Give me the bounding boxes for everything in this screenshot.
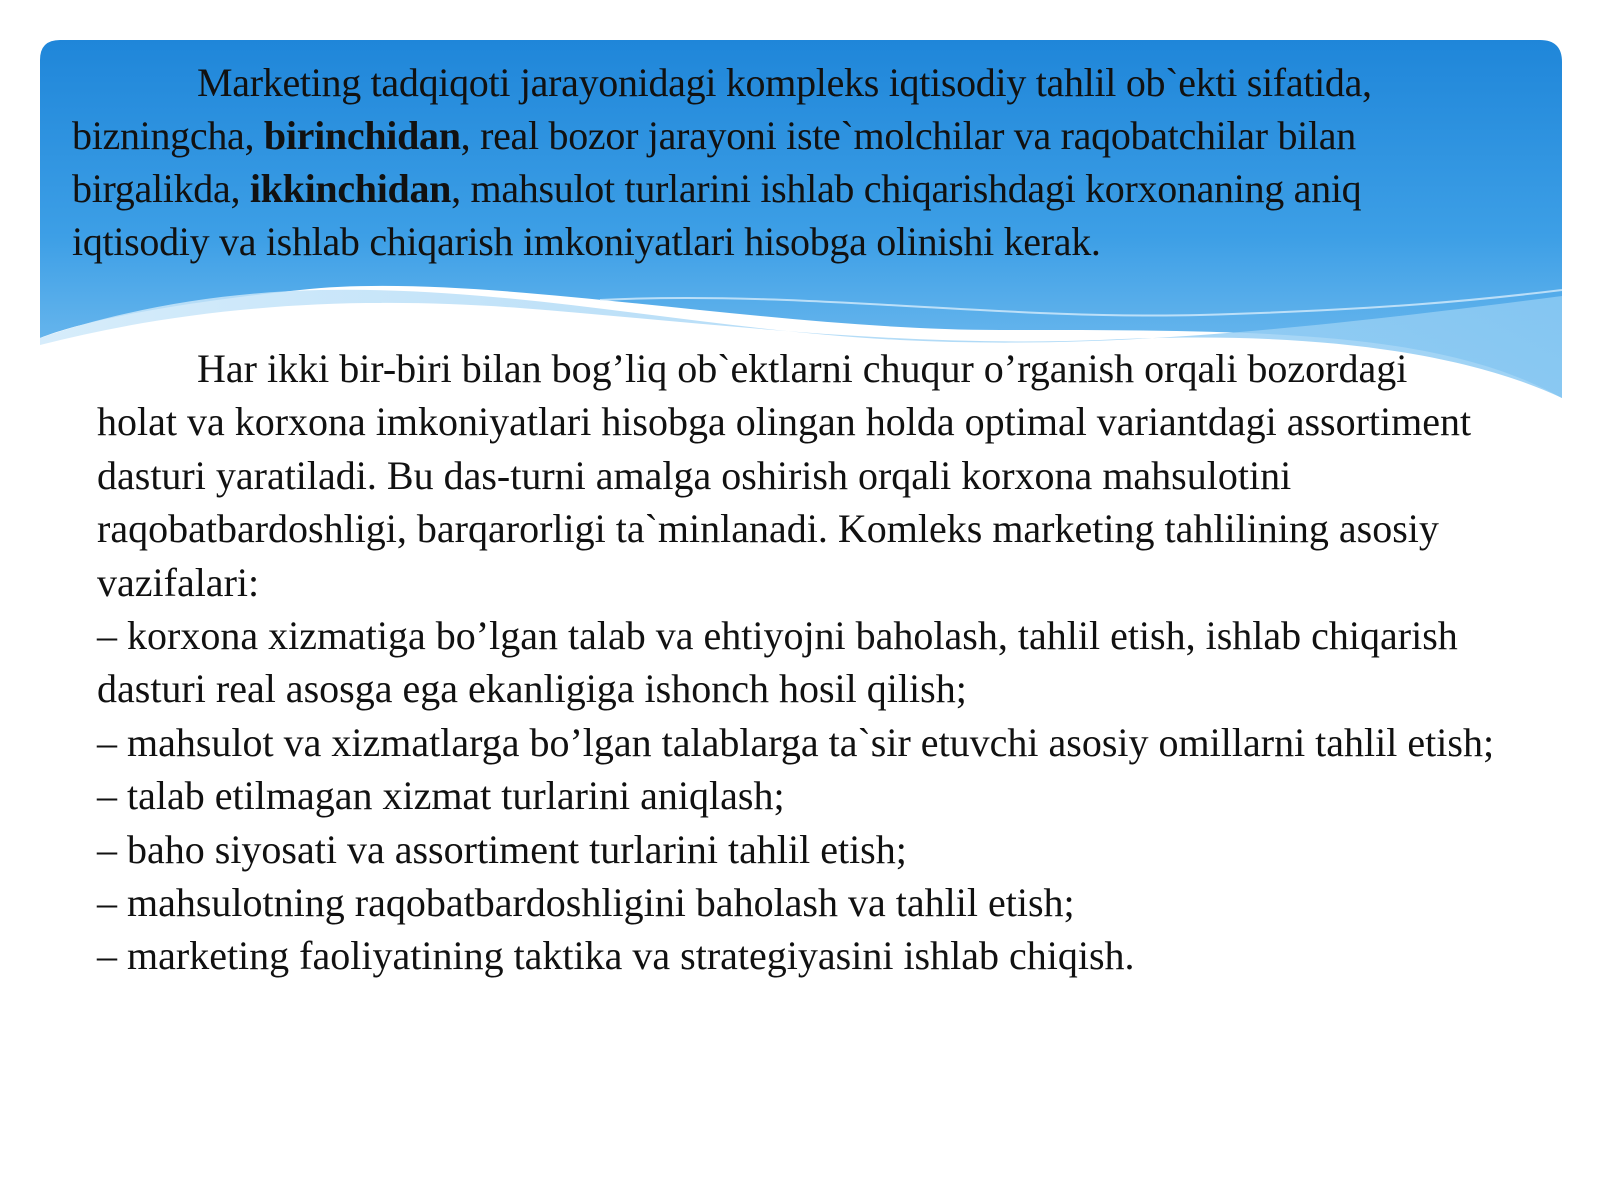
intro-paragraph xyxy=(72,56,1482,268)
task-list xyxy=(97,609,1497,983)
intro-text-3: , mahsulot turlarini ishlab chiqarishdagi korxonaning aniq iqtisodiy va ishlab chiqarish imkoniyatlari hisobga olinishi kerak. xyxy=(72,166,1362,264)
list-item: – korxona xizmatiga bo’lgan talab va ehtiyojni baholash, tahlil etish, ishlab chiqarish dasturi real asosga ega ekanligiga ishonch hosil qilish; xyxy=(97,613,1458,712)
list-item: – mahsulotning raqobatbardoshligini baholash va tahlil etish; xyxy=(97,880,1075,926)
intro-text-1: Marketing tadqiqoti jarayonidagi kompleks iqtisodiy tahlil ob`ekti sifatida, bizningcha, xyxy=(72,60,1372,158)
intro-bold-first: birinchidan xyxy=(263,113,461,158)
list-item: – talab etilmagan xizmat turlarini aniqlash; xyxy=(97,773,785,819)
list-item: – marketing faoliyatining taktika va strategiyasini ishlab chiqish. xyxy=(97,933,1135,979)
list-item: – mahsulot va xizmatlarga bo’lgan talablarga ta`sir etuvchi asosiy omillarni tahlil etish; xyxy=(97,719,1495,765)
intro-text-2: , real bozor jarayoni iste`molchilar va raqobatchilar bilan birgalikda, xyxy=(72,113,1356,211)
list-item: – baho siyosati va assortiment turlarini tahlil etish; xyxy=(97,826,907,872)
lead-paragraph: Har ikki bir-biri bilan bog’liq ob`ektlarni chuqur o’rganish orqali bozordagi holat va korxona imkoniyatlari hisobga olingan holda optimal variantdagi assortiment dasturi yaratiladi. Bu das-turni amalga oshirish orqali korxona mahsulotini raqobatbardoshligi, barqarorligi ta`minlanadi. Komleks marketing tahlilining asosiy vazifalari: xyxy=(97,346,1472,605)
intro-bold-second: ikkinchidan xyxy=(249,166,452,211)
main-content xyxy=(97,342,1497,983)
